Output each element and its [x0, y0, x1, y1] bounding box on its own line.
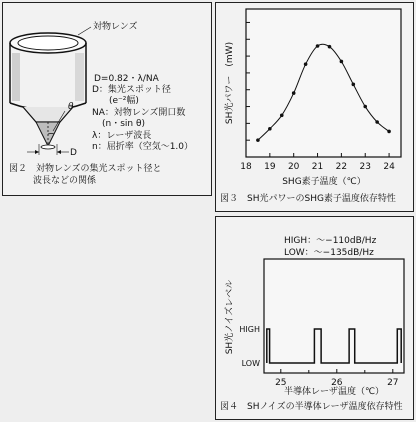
figure-3-panel — [215, 2, 414, 212]
shg-temperature-chart — [216, 3, 415, 213]
x-tick-label: 25 — [275, 378, 287, 388]
spot-size-formula: D=0.82・λ/NA — [94, 74, 159, 84]
x-axis-label: SHG素子温度（℃） — [282, 177, 366, 187]
figure-2-caption-line2: 波長などの関係 — [33, 176, 97, 186]
x-tick-label: 24 — [383, 162, 395, 172]
legend-high: HIGH：～−110dB/Hz — [284, 236, 377, 246]
figure-4-caption: 図４ SHノイズの半導体レーザ温度依存特性 — [220, 402, 403, 412]
x-axis-label: 半導体レーザ温度（℃） — [283, 387, 385, 397]
y-axis-label: SH光ノイズレベル — [225, 279, 235, 355]
figure-2-caption-line1: 図２ 対物レンズの集光スポット径と — [9, 164, 162, 174]
x-tick-label: 19 — [264, 162, 276, 172]
data-point — [268, 127, 272, 131]
objective-lens-label: 対物レンズ — [93, 22, 138, 32]
data-point — [387, 130, 391, 134]
data-point — [292, 91, 296, 95]
x-tick-label: 23 — [359, 162, 371, 172]
data-point — [280, 113, 284, 117]
x-tick-label: 26 — [331, 378, 343, 388]
figure-2-panel — [2, 2, 212, 196]
data-point — [328, 45, 332, 49]
d-definition: D：集光スポット径 — [92, 85, 171, 95]
x-tick-label: 27 — [387, 378, 399, 388]
y-level-label: HIGH — [239, 325, 260, 334]
data-point — [304, 62, 308, 66]
data-point — [352, 83, 356, 87]
x-tick-label: 20 — [287, 162, 300, 172]
data-point — [340, 60, 344, 64]
x-tick-label: 21 — [311, 162, 324, 172]
data-point — [363, 105, 367, 109]
d-definition-note: (e⁻²幅) — [109, 96, 139, 106]
plot-frame — [246, 9, 401, 157]
na-definition: NA：対物レンズ開口数 — [92, 108, 186, 118]
y-axis-label: SH光パワー (mW) — [225, 41, 235, 125]
noise-temperature-chart — [216, 217, 415, 421]
data-point — [375, 120, 379, 124]
figure-3-caption: 図３ SH光パワーのSHG素子温度依存特性 — [220, 194, 396, 204]
data-point — [316, 44, 320, 48]
legend-low: LOW：～−135dB/Hz — [284, 248, 374, 258]
n-definition: n：屈折率（空気～1.0） — [92, 142, 194, 152]
x-tick-label: 22 — [335, 162, 348, 172]
d-mark-label: D — [70, 148, 77, 158]
data-point — [256, 138, 260, 142]
theta-label: θ — [68, 102, 74, 112]
lambda-definition: λ：レーザ波長 — [92, 131, 152, 141]
na-definition-note: (n・sin θ) — [102, 119, 145, 129]
plot-frame — [264, 259, 404, 373]
figure-4-panel — [215, 216, 414, 420]
x-tick-label: 18 — [240, 162, 252, 172]
y-level-label: LOW — [241, 359, 260, 368]
